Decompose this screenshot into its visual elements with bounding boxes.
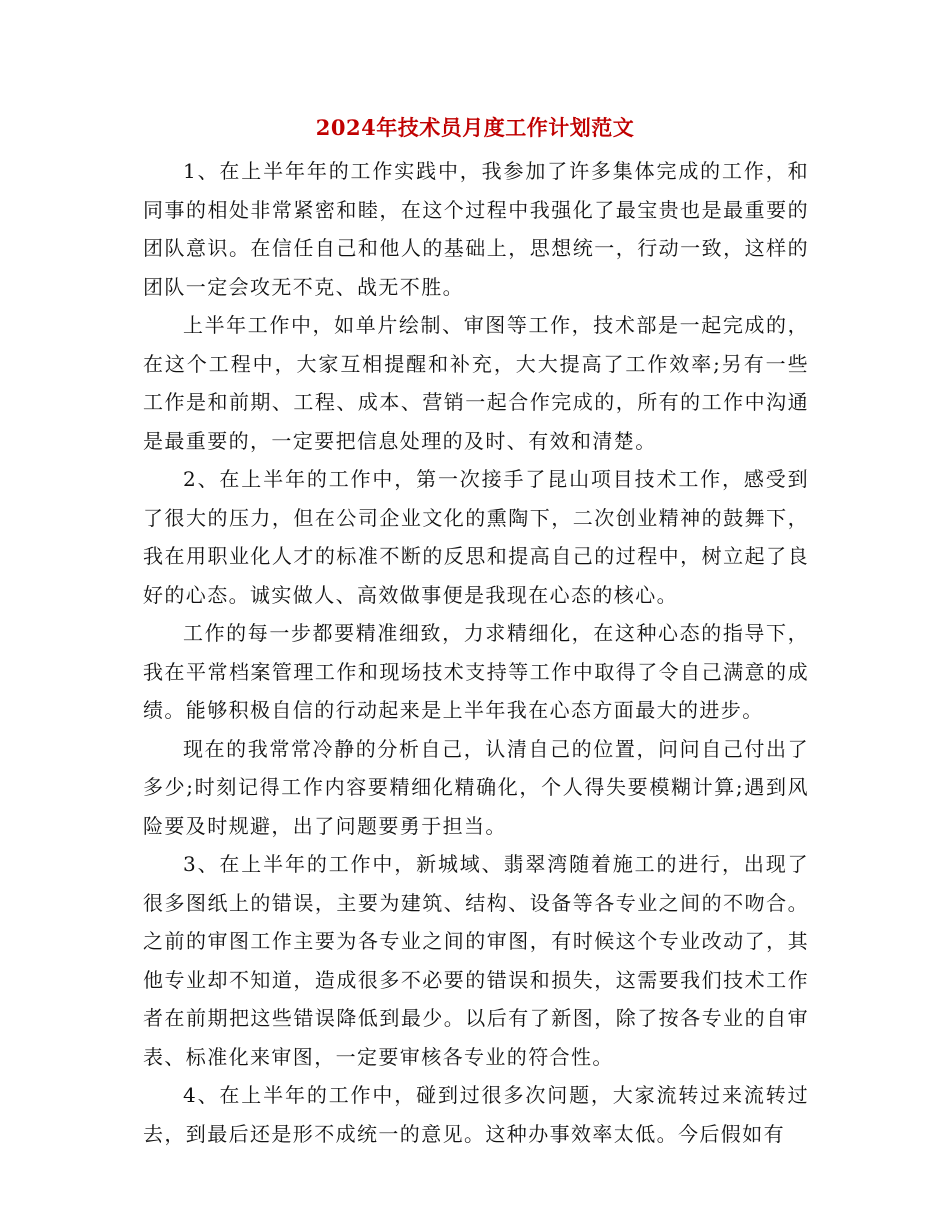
paragraph: 1、在上半年年的工作实践中，我参加了许多集体完成的工作，和同事的相处非常紧密和睦，在这个过程中我强化了最宝贵也是最重要的团队意识。在信任自己和他人的基础上，思想统一，行动一致，这样的团队一定会攻无不克、战无不胜。 (143, 159, 809, 299)
document-title: 2024年技术员月度工作计划范文 (315, 115, 635, 140)
paragraph: 工作的每一步都要精准细致，力求精细化，在这种心态的指导下，我在平常档案管理工作和现场技术支持等工作中取得了令自己满意的成绩。能够积极自信的行动起来是上半年我在心态方面最大的进步。 (143, 621, 809, 722)
paragraph: 2、在上半年的工作中，第一次接手了昆山项目技术工作，感受到了很大的压力，但在公司企业文化的熏陶下，二次创业精神的鼓舞下，我在用职业化人才的标准不断的反思和提高自己的过程中，树立起了良好的心态。诚实做人、高效做事便是我现在心态的核心。 (143, 467, 809, 607)
paragraph: 上半年工作中，如单片绘制、审图等工作，技术部是一起完成的，在这个工程中，大家互相提醒和补充，大大提高了工作效率;另有一些工作是和前期、工程、成本、营销一起合作完成的，所有的工作中沟通是最重要的，一定要把信息处理的及时、有效和清楚。 (143, 313, 809, 453)
paragraph: 3、在上半年的工作中，新城域、翡翠湾随着施工的进行，出现了很多图纸上的错误，主要为建筑、结构、设备等各专业之间的不吻合。之前的审图工作主要为各专业之间的审图，有时候这个专业改动了，其他专业却不知道，造成很多不必要的错误和损失，这需要我们技术工作者在前期把这些错误降低到最少。以后有了新图，除了按各专业的自审表、标准化来审图，一定要审核各专业的符合性。 (143, 852, 809, 1069)
paragraph: 4、在上半年的工作中，碰到过很多次问题，大家流转过来流转过去，到最后还是形不成统一的意见。这种办事效率太低。今后假如有 (143, 1083, 809, 1146)
paragraph: 现在的我常常冷静的分析自己，认清自己的位置，问问自己付出了多少;时刻记得工作内容要精细化精确化，个人得失要模糊计算;遇到风险要及时规避，出了问题要勇于担当。 (143, 736, 809, 838)
document-body (143, 152, 809, 1153)
